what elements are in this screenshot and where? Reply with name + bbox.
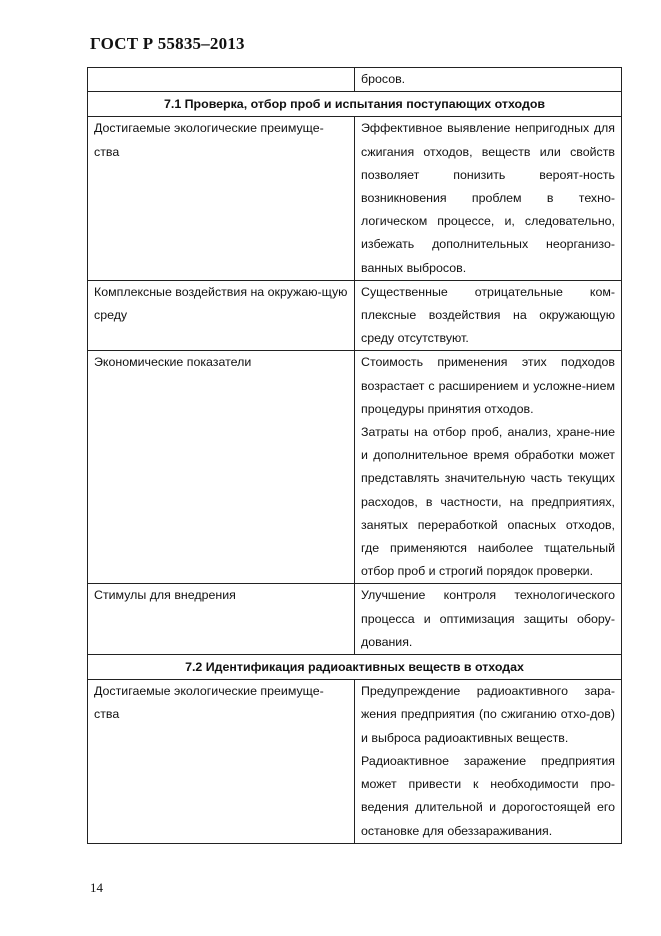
paragraph: Улучшение контроля технологического процесса и оптимизация защиты обору-дования. [361, 588, 615, 649]
paragraph: Затраты на отбор проб, анализ, хране-ние и дополнительное время обработки может представлять значительную часть текущих расходов, в частности, на предприятиях, занятых переработкой опасных отходов, где применяются наиболее тщательный отбор проб и строгий порядок проверки. [361, 425, 615, 579]
page-number: 14 [90, 880, 103, 895]
paragraph: Существенные отрицательные ком-плексные воздействия на окружающую среду отсутствуют. [361, 284, 615, 346]
paragraph: Предупреждение радиоактивного зара-жения предприятия (по сжиганию отхо-дов) и выброса радиоактивных веществ. [361, 684, 615, 745]
section-heading-row [88, 92, 622, 117]
table-row [88, 351, 622, 584]
row-label: Экономические показатели [88, 351, 355, 584]
continuation-cell: бросов. [355, 68, 622, 92]
table-row [88, 68, 622, 92]
empty-cell [88, 68, 355, 92]
section-heading: 7.1 Проверка, отбор проб и испытания поступающих отходов [88, 92, 622, 117]
table-row [88, 680, 622, 843]
section-heading-row [88, 655, 622, 680]
row-text [355, 117, 622, 280]
row-label: Достигаемые экологические преимуще-ства [88, 680, 355, 843]
document-header: ГОСТ Р 55835–2013 [90, 34, 245, 53]
section-heading: 7.2 Идентификация радиоактивных веществ в отходах [88, 655, 622, 680]
table-row [88, 584, 622, 655]
paragraph: Стоимость применения этих подходов возрастает с расширением и усложне-нием процедуры принятия отходов. [361, 355, 615, 416]
row-text [355, 584, 622, 655]
measures-table [87, 67, 622, 844]
paragraph: Эффективное выявление непригодных для сжигания отходов, веществ или свойств позволяет понизить вероят-ность возникновения проблем в техно-логическом процессе, и, следовательно, избежать дополнительных неорганизо-ванных выбросов. [361, 121, 615, 275]
paragraph: Радиоактивное заражение предприятия может привести к необходимости про-ведения длительной и дорогостоящей его остановке для обеззараживания. [361, 753, 615, 838]
table-row [88, 280, 622, 351]
row-text [355, 680, 622, 843]
row-label: Стимулы для внедрения [88, 584, 355, 655]
row-label: Комплексные воздействия на окружаю-щую среду [88, 280, 355, 351]
row-label: Достигаемые экологические преимуще-ства [88, 117, 355, 280]
row-text [355, 351, 622, 584]
row-text [355, 280, 622, 351]
table-row [88, 117, 622, 280]
